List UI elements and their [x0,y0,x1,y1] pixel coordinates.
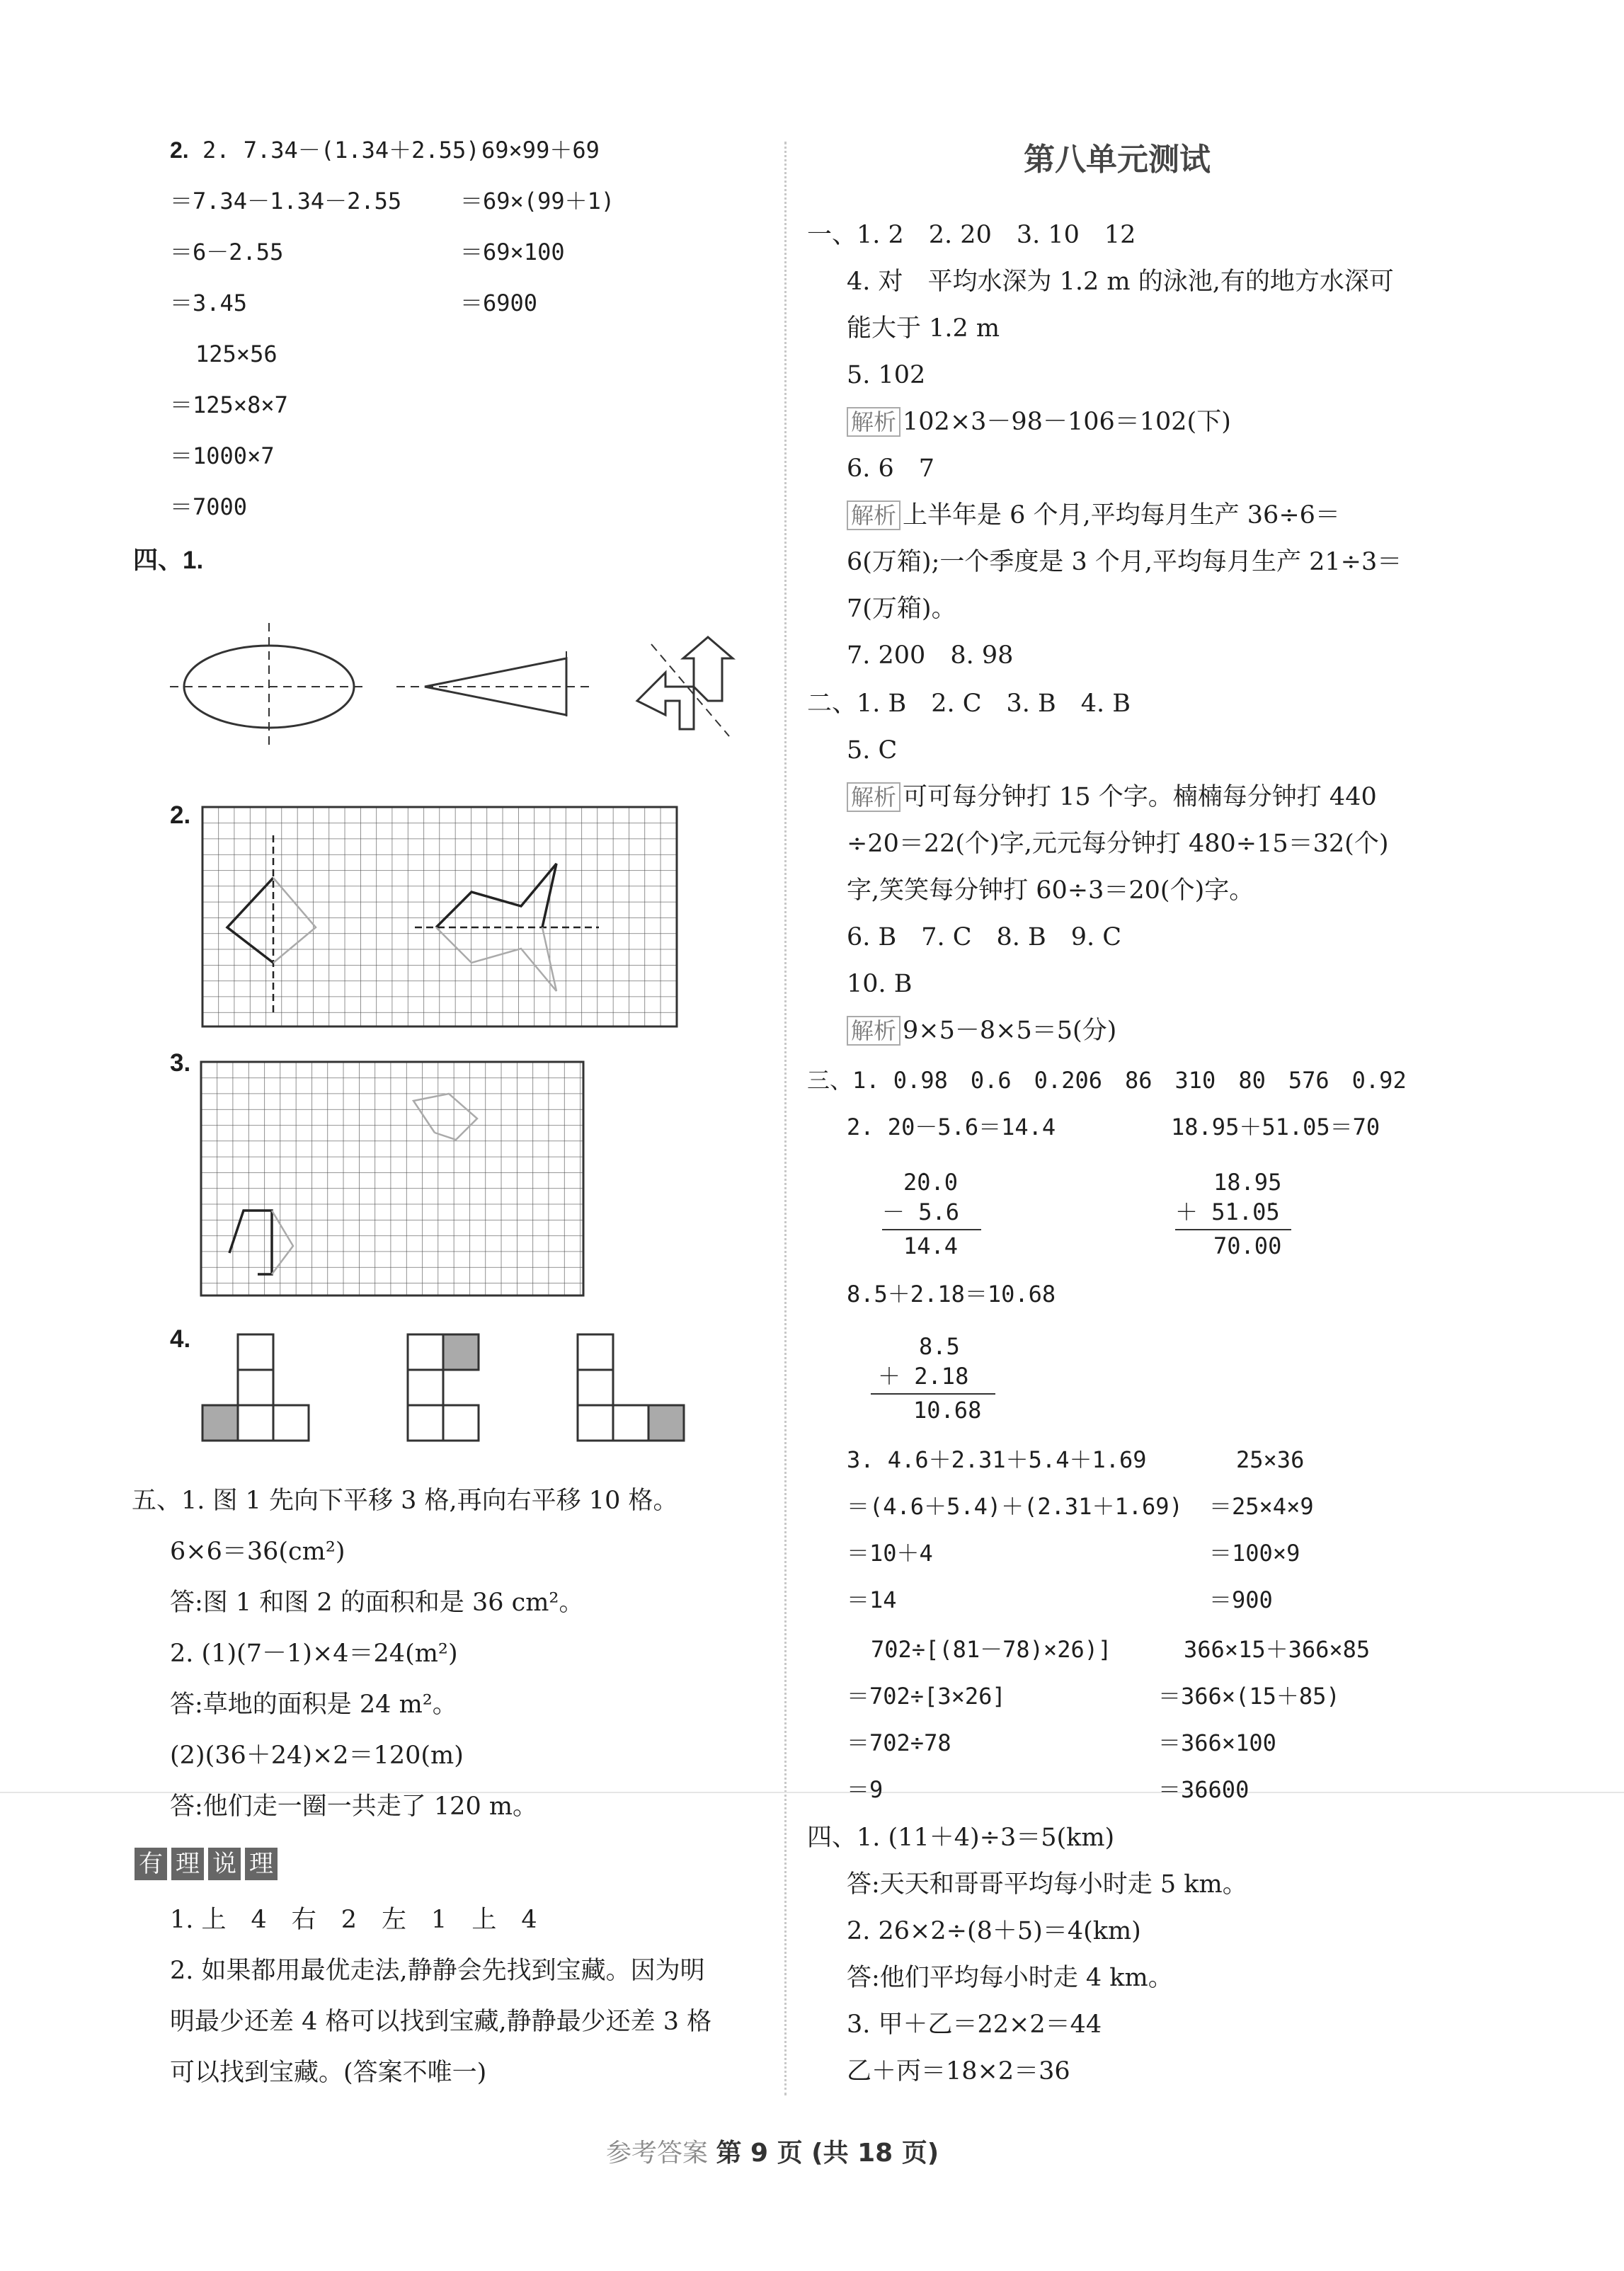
d3a: 乙＋丙＝18×2＝36 [847,2057,1070,2086]
analysis-text: 9×5－8×5＝5(分) [903,1017,1117,1045]
d2a: 答:他们平均每小时走 4 km。 [847,1964,1173,1992]
left-l2b: ＝69×(99＋1) [460,188,615,214]
c1: 三、1. 0.98 0.6 0.206 86 310 80 576 0.92 [807,1067,1407,1094]
footer-label: 参考答案 [606,2139,709,2168]
analysis-tag: 解析 [847,407,900,437]
c2a: 2. 20－5.6＝14.4 [847,1114,1056,1140]
analysis-text: 上半年是 6 个月,平均每月生产 36÷6＝ [903,501,1340,530]
c3a3: ＝10＋4 [847,1540,933,1567]
c3a5: 702÷[(81－78)×26)] [871,1636,1112,1663]
q4-2-label: 2. [170,801,191,829]
left-l1b: 69×99＋69 [481,137,600,164]
analysis-text: 可可每分钟打 15 个字。楠楠每分钟打 440 [903,783,1377,811]
d3: 3. 甲＋乙＝22×2＝44 [847,2010,1102,2039]
analysis-tag: 解析 [847,782,900,812]
v2c: 70.00 [1213,1232,1282,1259]
reason-1: 1. 上 4 右 2 左 1 上 4 [170,1906,537,1934]
c3b3: ＝100×9 [1209,1540,1300,1567]
d1: 四、1. (11＋4)÷3＝5(km) [807,1824,1115,1852]
v1a: 2̇0.0 [903,1169,959,1196]
v3c: 10.68 [913,1397,982,1424]
d1a: 答:天天和哥哥平均每小时走 5 km。 [847,1870,1247,1899]
c3b2: ＝25×4×9 [1209,1493,1314,1520]
q4-4-label: 4. [170,1325,191,1353]
left-l6: ＝125×8×7 [170,391,288,418]
s5-1: 五、1. 图 1 先向下平移 3 格,再向右平移 10 格。 [132,1487,678,1515]
column-divider [784,142,787,2095]
a4: 4. 对 平均水深为 1.2 m 的泳池,有的地方水深可 [847,268,1394,296]
v1c: 14.4 [903,1232,959,1259]
s5-1a: 6×6＝36(cm²) [170,1538,345,1566]
a6-analysis [847,500,1340,531]
c3b7: ＝366×100 [1158,1729,1276,1756]
footer-page: 第 9 页 (共 18 页) [716,2139,939,2168]
b1: 二、1. B 2. C 3. B 4. B [807,690,1131,718]
s5-2b: (2)(36＋24)×2＝120(m) [170,1741,464,1770]
left-l7: ＝1000×7 [170,442,275,469]
left-l1: 2. 2. 7.34－(1.34＋2.55) [170,137,480,164]
s5-2: 2. (1)(7－1)×4＝24(m²) [170,1640,458,1668]
b6: 6. B 7. C 8. B 9. C [847,923,1122,951]
analysis-tag: 解析 [847,500,900,530]
a5: 5. 102 [847,361,926,389]
c3b4: ＝900 [1209,1586,1273,1613]
a4b: 能大于 1.2 m [847,314,1000,343]
a6: 6. 6 7 [847,454,935,483]
c2c: 8.5＋2.18＝10.68 [847,1281,1056,1308]
v1b: － 5.6 [882,1199,960,1225]
badge-char: 有 [135,1848,167,1880]
left-l3b: ＝69×100 [460,239,565,265]
c3a2: ＝(4.6＋5.4)＋(2.31＋1.69) [847,1493,1183,1520]
left-l3: ＝6－2.55 [170,239,284,265]
s5-2c: 答:他们走一圈一共走了 120 m。 [170,1792,538,1821]
c3b8: ＝36600 [1158,1776,1250,1803]
reason-2: 2. 如果都用最优走法,静静会先找到宝藏。因为明 [170,1957,705,1985]
grid-3 [201,1062,583,1303]
grid-2 [202,807,677,1034]
reasoning-badge [135,1848,278,1880]
a1: 一、1. 2 2. 20 3. 10 12 [807,221,1136,249]
c3a: 3. 4.6＋2.31＋5.4＋1.69 [847,1446,1147,1473]
a6j3: 7(万箱)。 [847,595,956,623]
badge-char: 理 [245,1848,278,1880]
b5: 5. C [847,736,898,765]
c3a7: ＝702÷78 [847,1729,951,1756]
reason-2c: 可以找到宝藏。(答案不唯一) [170,2059,487,2087]
left-l4: ＝3.45 [170,290,248,316]
reason-2b: 明最少还差 4 格可以找到宝藏,静静最少还差 3 格 [170,2008,712,2036]
b5j2: ÷20＝22(个)字,元元每分钟打 480÷15＝32(个) [847,830,1389,858]
analysis-tag: 解析 [847,1016,900,1046]
v2a: 18.95 [1213,1169,1282,1196]
c3a6: ＝702÷[3×26] [847,1683,1006,1710]
b5j3: 字,笑笑每分钟打 60÷3＝20(个)字。 [847,876,1254,905]
left-l2: ＝7.34－1.34－2.55 [170,188,402,214]
page-footer [606,2138,939,2169]
expr: 2. 7.34－(1.34＋2.55) [202,137,480,164]
badge-char: 理 [171,1848,204,1880]
unit-test-title: 第八单元测试 [1024,142,1211,178]
badge-char: 说 [208,1848,241,1880]
c3a8: ＝9 [847,1776,884,1803]
d2: 2. 26×2÷(8＋5)＝4(km) [847,1917,1141,1945]
c3b5: 366×15＋366×85 [1184,1636,1371,1663]
b5-analysis [847,782,1377,813]
v2b: ＋ 5̇1.0̇5 [1175,1199,1280,1225]
q4-3-label: 3. [170,1049,191,1077]
left-l8: ＝7000 [170,493,248,520]
arrow-figure [637,637,733,729]
a7: 7. 200 8. 98 [847,641,1014,670]
b10: 10. B [847,970,913,998]
c3b6: ＝366×(15＋85) [1158,1683,1340,1710]
c3a4: ＝14 [847,1586,897,1613]
c2b: 18.95＋51.05＝70 [1171,1114,1380,1140]
a6j2: 6(万箱);一个季度是 3 个月,平均每月生产 21÷3＝ [847,548,1402,576]
block-views [202,1331,698,1451]
s5-1b: 答:图 1 和图 2 的面积和是 36 cm²。 [170,1589,584,1617]
analysis-text: 102×3－98－106＝102(下) [903,408,1231,436]
left-l5: 125×56 [195,341,278,367]
v3a: 8.5 [919,1333,960,1360]
symmetry-figures [170,623,736,765]
c3b: 25×36 [1236,1446,1305,1473]
v3b: ＋ 2.18 [878,1363,969,1390]
s5-2a: 答:草地的面积是 24 m²。 [170,1691,457,1719]
b10-analysis [847,1015,1116,1046]
left-l4b: ＝6900 [460,290,538,316]
a5-analysis [847,406,1231,437]
section-4-heading: 四、1. [133,547,204,574]
